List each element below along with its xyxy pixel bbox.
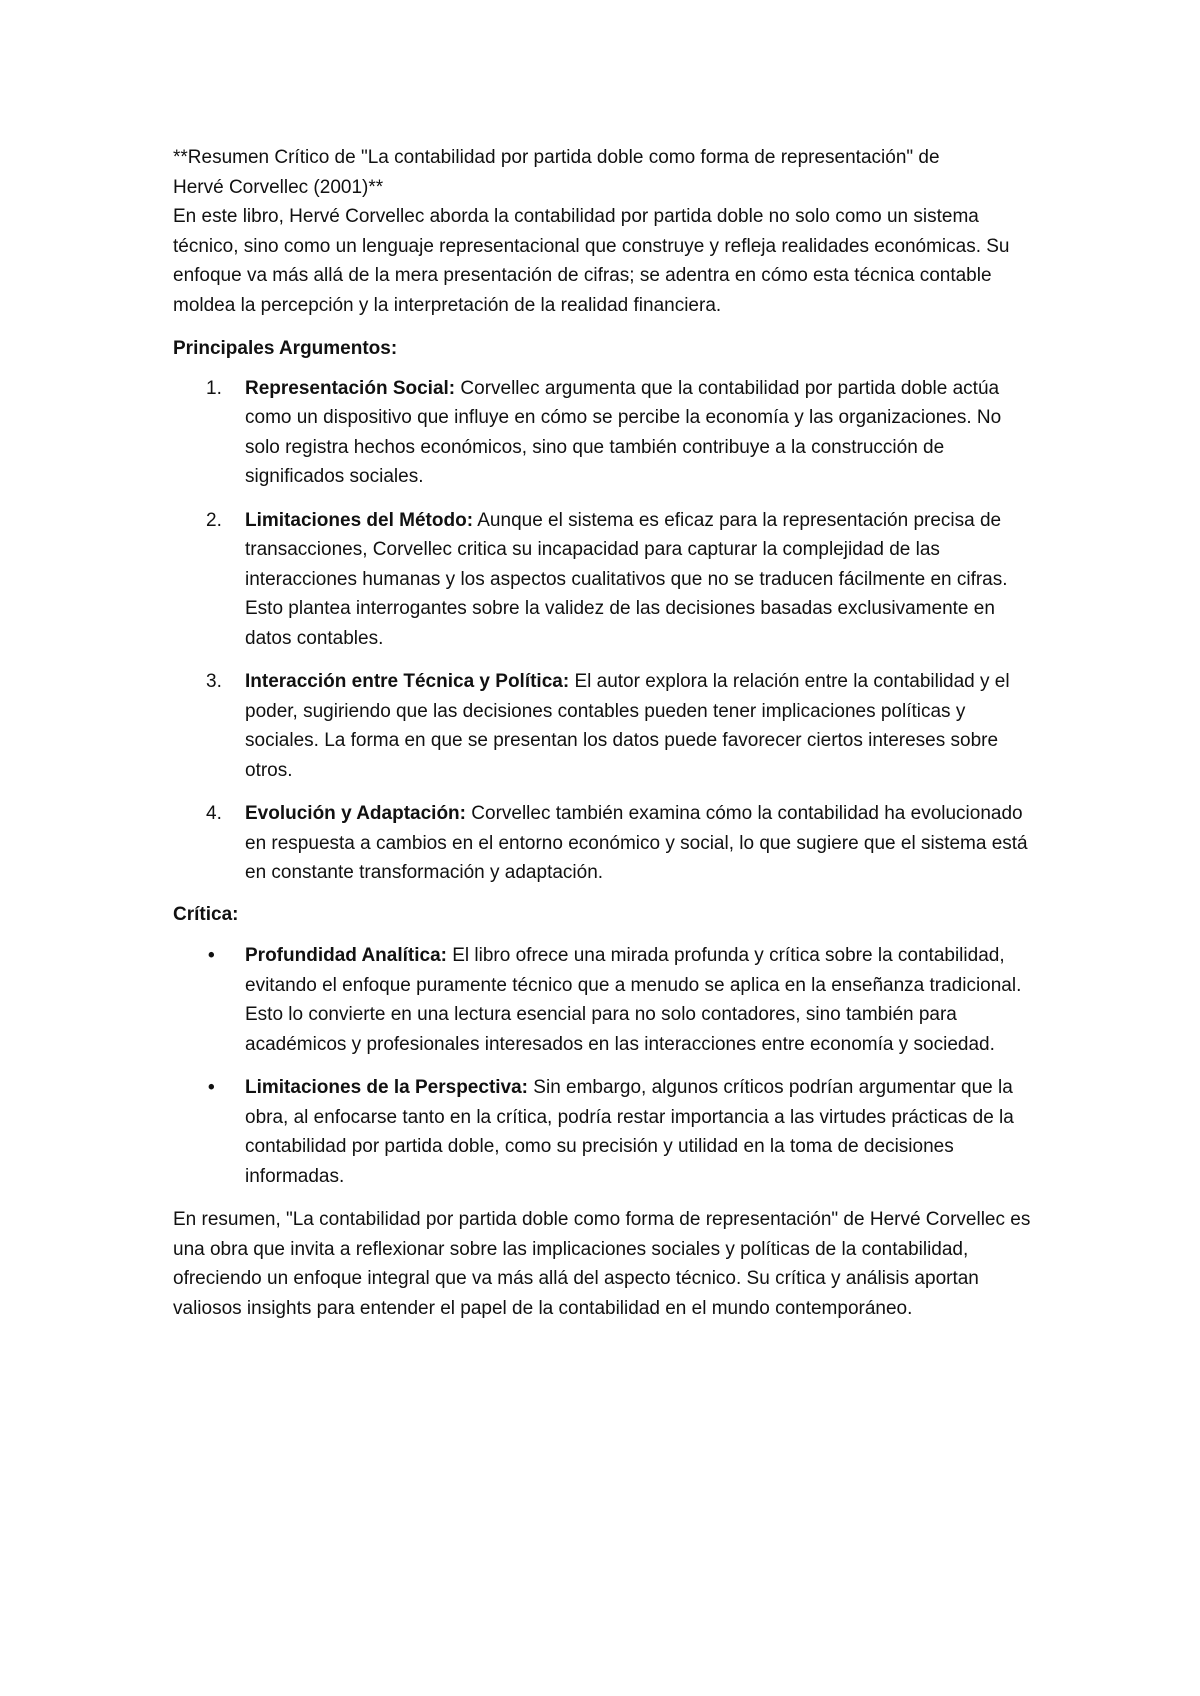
- argument-term: Evolución y Adaptación:: [245, 803, 466, 824]
- list-number: 2.: [206, 509, 222, 531]
- intro-paragraph: En este libro, Hervé Corvellec aborda la contabilidad por partida doble no solo como un sistema técnico, sino como un lenguaje representacional que construye y refleja realidades económicas. Su enfoque va más allá de la mera presentación de cifras; se adentra en cómo esta técnica contable moldea la percepción y la interpretación de la realidad financiera.: [173, 206, 1010, 316]
- critique-term: Limitaciones de la Perspectiva:: [245, 1077, 529, 1098]
- title-line-1: **Resumen Crítico de "La contabilidad por partida doble como forma de representación" de: [173, 147, 940, 168]
- list-item: [173, 667, 1033, 785]
- list-item: [173, 374, 1033, 492]
- list-item: [173, 506, 1033, 654]
- critique-text: Sin embargo, algunos críticos podrían argumentar que la obra, al enfocarse tanto en la crítica, podría restar importancia a las virtudes prácticas de la contabilidad por partida doble, como su precisión y utilidad en la toma de decisiones informadas.: [245, 1077, 1014, 1187]
- title-line-2: Hervé Corvellec (2001)**: [173, 176, 384, 198]
- list-item: [173, 799, 1033, 888]
- critique-text: El libro ofrece una mirada profunda y crítica sobre la contabilidad, evitando el enfoque puramente técnico que a menudo se aplica en la enseñanza tradicional. Esto lo convierte en una lectura esencial para no solo contadores, sino también para académicos y profesionales interesados en las interacciones entre economía y sociedad.: [245, 945, 1022, 1055]
- argument-text: Aunque el sistema es eficaz para la representación precisa de transacciones, Corvellec critica su incapacidad para capturar la complejidad de las interacciones humanas y los aspectos cualitativos que no se traducen fácilmente en cifras. Esto plantea interrogantes sobre la validez de las decisiones basadas exclusivamente en datos contables.: [245, 509, 1008, 649]
- document-page: [173, 143, 1033, 1323]
- list-number: 3.: [206, 671, 222, 692]
- conclusion-paragraph: En resumen, "La contabilidad por partida doble como forma de representación" de Hervé Corvellec es una obra que invita a reflexionar sobre las implicaciones sociales y políticas de la contabilidad, ofreciendo un enfoque integral que va más allá del aspecto técnico. Su crítica y análisis aportan valiosos insights para entender el papel de la contabilidad en el mundo contemporáneo.: [173, 1209, 1031, 1319]
- arguments-list: [173, 374, 1033, 888]
- critique-list: [173, 941, 1033, 1191]
- list-item: [173, 1073, 1033, 1191]
- bullet-marker: •: [208, 945, 215, 966]
- critique-heading: Crítica:: [173, 903, 239, 925]
- argument-text: El autor explora la relación entre la contabilidad y el poder, sugiriendo que las decisiones contables pueden tener implicaciones políticas y sociales. La forma en que se presentan los datos puede favorecer ciertos intereses sobre otros.: [245, 671, 1010, 781]
- argument-term: Limitaciones del Método:: [245, 509, 474, 531]
- document-title: [173, 143, 1033, 202]
- argument-term: Representación Social:: [245, 377, 456, 399]
- argument-text: Corvellec también examina cómo la contabilidad ha evolucionado en respuesta a cambios en el entorno económico y social, lo que sugiere que el sistema está en constante transformación y adaptación.: [245, 803, 1028, 883]
- arguments-heading: Principales Argumentos:: [173, 338, 398, 359]
- argument-term: Interacción entre Técnica y Política:: [245, 671, 570, 692]
- list-number: 4.: [206, 803, 222, 824]
- list-item: [173, 941, 1033, 1059]
- list-number: 1.: [206, 377, 222, 399]
- bullet-marker: •: [208, 1077, 215, 1098]
- argument-text: Corvellec argumenta que la contabilidad por partida doble actúa como un dispositivo que influye en cómo se percibe la economía y las organizaciones. No solo registra hechos económicos, sino que también contribuye a la construcción de significados sociales.: [245, 377, 1002, 487]
- critique-term: Profundidad Analítica:: [245, 945, 447, 966]
